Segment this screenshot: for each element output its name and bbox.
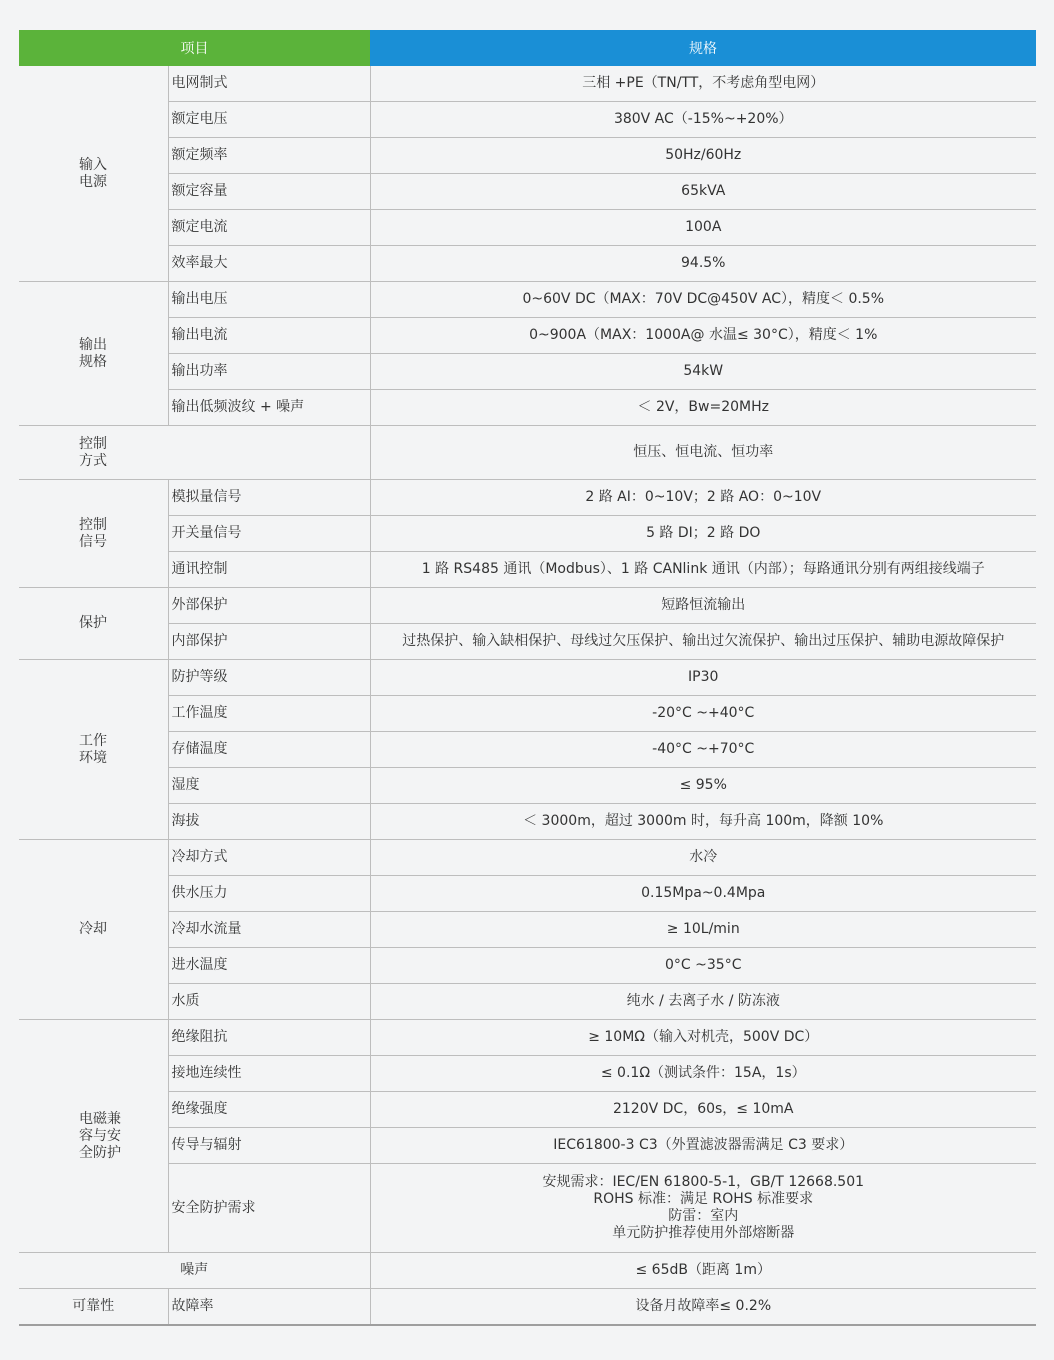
item-value: 0~60V DC（MAX：70V DC@450V AC），精度＜ 0.5% (370, 282, 1036, 318)
table-row (19, 804, 1036, 840)
item-name: 进水温度 (168, 948, 370, 984)
table-row (19, 66, 1036, 102)
table-row (19, 948, 1036, 984)
item-name: 开关量信号 (168, 516, 370, 552)
table-row (19, 588, 1036, 624)
item-name: 输出低频波纹 + 噪声 (168, 390, 370, 426)
item-value: 94.5% (370, 246, 1036, 282)
table-row (19, 426, 1036, 480)
item-name: 额定容量 (168, 174, 370, 210)
table-row (19, 840, 1036, 876)
item-name: 额定电压 (168, 102, 370, 138)
table-row (19, 516, 1036, 552)
item-name: 外部保护 (168, 588, 370, 624)
table-row (19, 912, 1036, 948)
item-name: 故障率 (168, 1289, 370, 1326)
item-value: IP30 (370, 660, 1036, 696)
item-name: 防护等级 (168, 660, 370, 696)
item-value: 设备月故障率≤ 0.2% (370, 1289, 1036, 1326)
table-row (19, 246, 1036, 282)
table-row (19, 318, 1036, 354)
item-value: 50Hz/60Hz (370, 138, 1036, 174)
table-row (19, 660, 1036, 696)
item-name: 输出电流 (168, 318, 370, 354)
category-noise: 噪声 (19, 1253, 370, 1289)
item-value: 380V AC（-15%~+20%） (370, 102, 1036, 138)
item-value: 水冷 (370, 840, 1036, 876)
table-row (19, 1128, 1036, 1164)
header-item: 项目 (19, 30, 370, 66)
item-name: 通讯控制 (168, 552, 370, 588)
table-row (19, 624, 1036, 660)
item-value: ≤ 65dB（距离 1m） (370, 1253, 1036, 1289)
item-name: 内部保护 (168, 624, 370, 660)
table-row (19, 138, 1036, 174)
item-value: ＜ 2V，Bw=20MHz (370, 390, 1036, 426)
item-name: 冷却水流量 (168, 912, 370, 948)
item-name: 安全防护需求 (168, 1164, 370, 1253)
item-name: 接地连续性 (168, 1056, 370, 1092)
item-name: 水质 (168, 984, 370, 1020)
item-value: -20°C ~+40°C (370, 696, 1036, 732)
table-row (19, 696, 1036, 732)
item-value: 0~900A（MAX：1000A@ 水温≤ 30°C），精度＜ 1% (370, 318, 1036, 354)
table-row (19, 354, 1036, 390)
table-row (19, 174, 1036, 210)
item-name: 海拔 (168, 804, 370, 840)
item-value: -40°C ~+70°C (370, 732, 1036, 768)
table-row (19, 1092, 1036, 1128)
item-value: IEC61800-3 C3（外置滤波器需满足 C3 要求） (370, 1128, 1036, 1164)
table-row (19, 1253, 1036, 1289)
item-name: 输出电压 (168, 282, 370, 318)
item-name: 输出功率 (168, 354, 370, 390)
header-spec: 规格 (370, 30, 1036, 66)
safety-requirements: 安规需求：IEC/EN 61800-5-1，GB/T 12668.501 ROHS 标准：满足 ROHS 标准要求 防雷：室内 单元防护推荐使用外部熔断器 (370, 1164, 1036, 1253)
item-value: 1 路 RS485 通讯（Modbus）、1 路 CANlink 通讯（内部）；每路通讯分别有两组接线端子 (370, 552, 1036, 588)
table-row (19, 390, 1036, 426)
table-row (19, 1289, 1036, 1326)
category-reliability: 可靠性 (19, 1289, 168, 1326)
table-row (19, 1020, 1036, 1056)
item-name: 湿度 (168, 768, 370, 804)
table-row (19, 1056, 1036, 1092)
spec-table (19, 30, 1036, 1326)
item-value: 100A (370, 210, 1036, 246)
category-environment: 工作 环境 (19, 660, 168, 840)
item-value: 纯水 / 去离子水 / 防冻液 (370, 984, 1036, 1020)
item-name: 存储温度 (168, 732, 370, 768)
item-value: ≥ 10L/min (370, 912, 1036, 948)
category-cooling: 冷却 (19, 840, 168, 1020)
item-name: 供水压力 (168, 876, 370, 912)
category-protection: 保护 (19, 588, 168, 660)
item-value: 2 路 AI：0~10V；2 路 AO：0~10V (370, 480, 1036, 516)
item-name: 绝缘阻抗 (168, 1020, 370, 1056)
table-row (19, 480, 1036, 516)
item-name: 模拟量信号 (168, 480, 370, 516)
table-row (19, 768, 1036, 804)
item-name: 工作温度 (168, 696, 370, 732)
table-row (19, 984, 1036, 1020)
item-name: 传导与辐射 (168, 1128, 370, 1164)
item-name: 冷却方式 (168, 840, 370, 876)
item-value: ≤ 95% (370, 768, 1036, 804)
category-control-mode: 控制 方式 (19, 426, 370, 480)
table-row (19, 282, 1036, 318)
item-value: 三相 +PE（TN/TT，不考虑角型电网） (370, 66, 1036, 102)
category-output: 输出 规格 (19, 282, 168, 426)
item-value: 54kW (370, 354, 1036, 390)
category-control-signal: 控制 信号 (19, 480, 168, 588)
table-row (19, 876, 1036, 912)
item-name: 绝缘强度 (168, 1092, 370, 1128)
item-value: 2120V DC，60s，≤ 10mA (370, 1092, 1036, 1128)
table-row (19, 552, 1036, 588)
table-row (19, 102, 1036, 138)
item-value: 5 路 DI；2 路 DO (370, 516, 1036, 552)
table-row (19, 732, 1036, 768)
item-value: 0.15Mpa~0.4Mpa (370, 876, 1036, 912)
item-value: 65kVA (370, 174, 1036, 210)
table-header-row (19, 30, 1036, 66)
item-value: 短路恒流输出 (370, 588, 1036, 624)
category-emc: 电磁兼 容与安 全防护 (19, 1020, 168, 1253)
item-value: 恒压、恒电流、恒功率 (370, 426, 1036, 480)
item-value: 过热保护、输入缺相保护、母线过欠压保护、输出过欠流保护、输出过压保护、辅助电源故障保护 (370, 624, 1036, 660)
table-row (19, 1164, 1036, 1253)
item-value: ＜ 3000m，超过 3000m 时，每升高 100m，降额 10% (370, 804, 1036, 840)
item-value: ≥ 10MΩ（输入对机壳，500V DC） (370, 1020, 1036, 1056)
item-name: 效率最大 (168, 246, 370, 282)
item-name: 电网制式 (168, 66, 370, 102)
item-name: 额定电流 (168, 210, 370, 246)
item-value: ≤ 0.1Ω（测试条件：15A，1s） (370, 1056, 1036, 1092)
item-value: 0°C ~35°C (370, 948, 1036, 984)
item-name: 额定频率 (168, 138, 370, 174)
table-row (19, 210, 1036, 246)
category-input: 输入 电源 (19, 66, 168, 282)
